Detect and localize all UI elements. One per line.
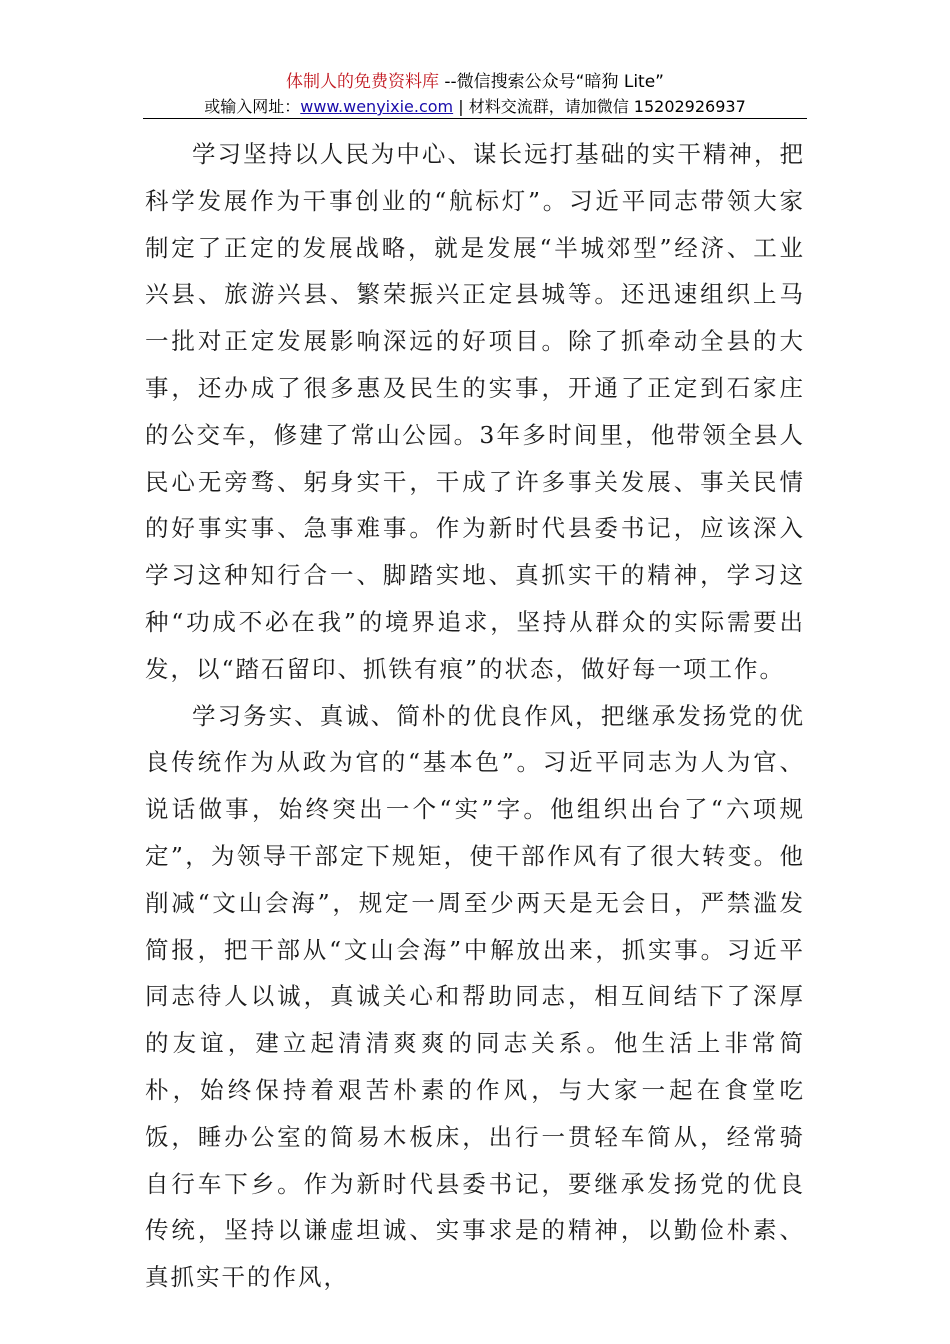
- brand-name: 体制人的免费资料库: [285, 72, 439, 92]
- paragraph: 学习坚持以人民为中心、谋长远打基础的实干精神，把科学发展作为干事创业的“航标灯”。习近平同志带领大家制定了正定的发展战略，就是发展“半城郊型”经济、工业兴县、旅游兴县、繁荣振兴正定县城等。还迅速组织上马一批对正定发展影响深远的好项目。除了抓牵动全县的大事，还办成了很多惠及民生的实事，开通了正定到石家庄的公交车，修建了常山公园。3年多时间里，他带领全县人民心无旁骛、躬身实干，干成了许多事关发展、事关民情的好事实事、急事难事。作为新时代县委书记，应该深入学习这种知行合一、脚踏实地、真抓实干的精神，学习这种“功成不必在我”的境界追求，坚持从群众的实际需要出发，以“踏石留印、抓铁有痕”的状态，做好每一项工作。: [145, 140, 805, 683]
- page-header: [145, 70, 805, 118]
- url-prefix: 或输入网址：: [204, 97, 301, 116]
- header-tagline: --微信搜索公众号“暗狗 Lite”: [438, 72, 664, 92]
- website-link[interactable]: www.wenyixie.com: [300, 97, 454, 116]
- header-promo-line: [145, 70, 805, 94]
- paragraph: 学习务实、真诚、简朴的优良作风，把继承发扬党的优良传统作为从政为官的“基本色”。习近平同志为人为官、说话做事，始终突出一个“实”字。他组织出台了“六项规定”，为领导干部定下规矩，使干部作风有了很大转变。他削减“文山会海”，规定一周至少两天是无会日，严禁滥发简报，把干部从“文山会海”中解放出来，抓实事。习近平同志待人以诚，真诚关心和帮助同志，相互间结下了深厚的友谊，建立起清清爽爽的同志关系。他生活上非常简朴，始终保持着艰苦朴素的作风，与大家一起在食堂吃饭，睡办公室的简易木板床，出行一贯轻车简从，经常骑自行车下乡。作为新时代县委书记，要继承发扬党的优良传统，坚持以谦虚坦诚、实事求是的精神，以勤俭朴素、真抓实干的作风，: [145, 701, 805, 1292]
- document-body: [145, 131, 805, 1301]
- header-contact-line: [145, 96, 805, 118]
- contact-info: | 材料交流群，请加微信 15202926937: [453, 97, 746, 116]
- header-divider: [143, 118, 807, 119]
